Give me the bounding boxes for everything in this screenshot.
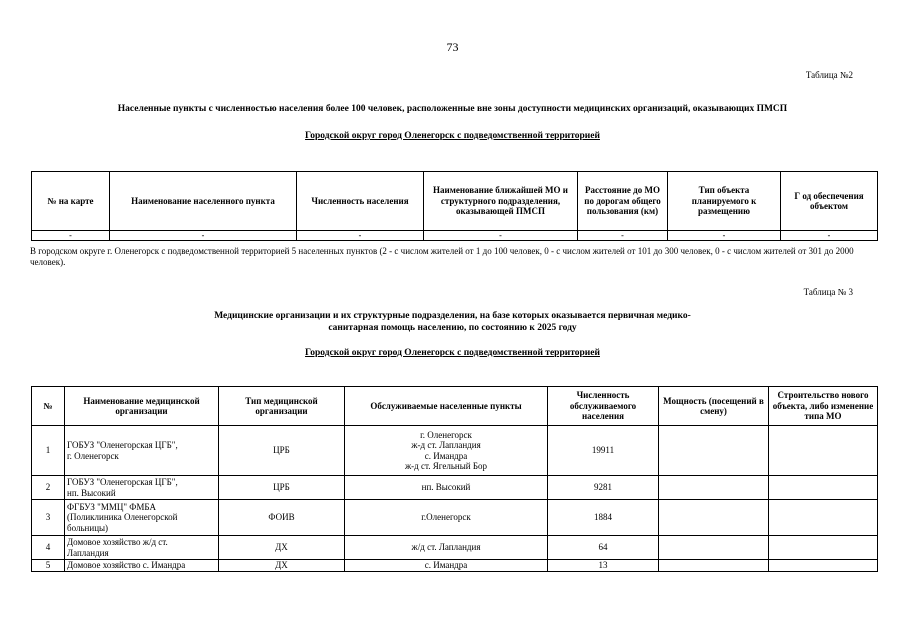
table2-header: Г од обеспечения объектом [781, 172, 878, 231]
row-number: 1 [32, 426, 65, 476]
served-locality: г.Оленегорск [421, 512, 471, 523]
table2-cell: - [424, 231, 578, 241]
construction [769, 500, 878, 536]
construction [769, 476, 878, 500]
table2-cell: - [32, 231, 110, 241]
construction [769, 426, 878, 476]
row-number: 3 [32, 500, 65, 536]
table-row [32, 536, 878, 560]
served-locality: г. Оленегорск [420, 429, 472, 440]
organization-name-line: Лапландия [67, 547, 109, 558]
organization-name-line: ФГБУЗ "ММЦ" ФМБА [67, 501, 156, 512]
served-population: 9281 [548, 476, 659, 500]
served-localities [345, 476, 548, 500]
table3-header-row [32, 387, 878, 426]
capacity [659, 500, 769, 536]
table3-title-line2: санитарная помощь населению, по состоянию к 2025 году [328, 323, 577, 333]
table3-label: Таблица № 3 [803, 287, 853, 297]
table2-cell: - [110, 231, 297, 241]
table2-header-row [32, 172, 878, 231]
organization-type: ФОИВ [219, 500, 345, 536]
construction [769, 560, 878, 572]
table3 [31, 386, 878, 572]
organization-name-line: ГОБУЗ "Оленегорская ЦГБ", [67, 477, 178, 487]
organization-name-line: (Поликлиника Оленегорской [67, 512, 178, 523]
table2-label: Таблица №2 [805, 70, 853, 80]
table2-cell: - [578, 231, 668, 241]
table3-header: Численность обслуживаемого населения [548, 387, 659, 426]
table3-title-line1: Медицинские организации и их структурные подразделения, на базе которых оказывается первичная медико- [214, 311, 691, 321]
served-locality: ж/д ст. Лапландия [411, 542, 481, 553]
organization-type: ЦРБ [219, 476, 345, 500]
served-locality: с. Имандра [424, 560, 468, 571]
organization-name-line: Домовое хозяйство с. Имандра [67, 560, 186, 571]
served-population: 1884 [548, 500, 659, 536]
table2-note: В городском округе г. Оленегорск с подведомственной территорией 5 населенных пунктов (2 - с числом жителей от 1 до 100 человек, 0 - с числом жителей от 101 до 300 человек, 0 - с числом жителей от 301 до 2000 человек). [30, 246, 854, 267]
table2-header: Наименование ближайшей МО и структурного подразделения, оказывающей ПМСП [424, 172, 578, 231]
table2-cell: - [297, 231, 424, 241]
organization-name-line: ГОБУЗ "Оленегорская ЦГБ", [67, 440, 178, 450]
capacity [659, 536, 769, 560]
served-population: 13 [548, 560, 659, 572]
table3-header: Тип медицинской организации [219, 387, 345, 426]
organization-type: ЦРБ [219, 426, 345, 476]
table3-header: Наименование медицинской организации [65, 387, 219, 426]
table3-header: № [32, 387, 65, 426]
table2 [31, 171, 878, 241]
table2-title: Населенные пункты с численностью населения более 100 человек, расположенные вне зоны доступности медицинских организаций, оказывающих ПМСП [117, 104, 788, 114]
organization-name-line: г. Оленегорск [67, 450, 119, 461]
served-localities [345, 500, 548, 536]
table-row [32, 500, 878, 536]
capacity [659, 476, 769, 500]
table2-header: Численность населения [297, 172, 424, 231]
organization-name [65, 476, 219, 500]
served-population: 64 [548, 536, 659, 560]
table2-cell: - [781, 231, 878, 241]
row-number: 5 [32, 560, 65, 572]
organization-name [65, 500, 219, 536]
table2-cell: - [668, 231, 781, 241]
organization-type: ДХ [219, 560, 345, 572]
table2-header: № на карте [32, 172, 110, 231]
served-locality: ж-д ст. Лапландия [411, 440, 481, 450]
organization-name-line: больницы) [67, 522, 109, 533]
served-localities [345, 426, 548, 476]
row-number: 4 [32, 536, 65, 560]
table2-header: Наименование населенного пункта [110, 172, 297, 231]
served-localities [345, 536, 548, 560]
table-row [32, 231, 878, 241]
table2-header: Расстояние до МО по дорогам общего пользования (км) [578, 172, 668, 231]
table-row [32, 426, 878, 476]
served-population: 19911 [548, 426, 659, 476]
table2-header: Тип объекта планируемого к размещению [668, 172, 781, 231]
organization-name [65, 536, 219, 560]
table3-header: Обслуживаемые населенные пункты [345, 387, 548, 426]
organization-name [65, 560, 219, 572]
construction [769, 536, 878, 560]
served-locality: нп. Высокий [421, 482, 471, 493]
organization-name-line: нп. Высокий [67, 487, 116, 498]
table3-header: Строительство нового объекта, либо изменение типа МО [769, 387, 878, 426]
served-locality: с. Имандра [424, 450, 468, 461]
capacity [659, 560, 769, 572]
table3-header: Мощность (посещений в смену) [659, 387, 769, 426]
table2-subtitle: Городской округ город Оленегорск с подведомственной территорией [305, 131, 600, 141]
organization-name [65, 426, 219, 476]
served-locality: ж-д ст. Ягельный Бор [404, 461, 488, 471]
table3-subtitle: Городской округ город Оленегорск с подведомственной территорией [305, 348, 600, 358]
table-row [32, 560, 878, 572]
capacity [659, 426, 769, 476]
organization-type: ДХ [219, 536, 345, 560]
table-row [32, 476, 878, 500]
row-number: 2 [32, 476, 65, 500]
page-number: 73 [446, 40, 459, 54]
served-localities [345, 560, 548, 572]
organization-name-line: Домовое хозяйство ж/д ст. [67, 537, 168, 547]
